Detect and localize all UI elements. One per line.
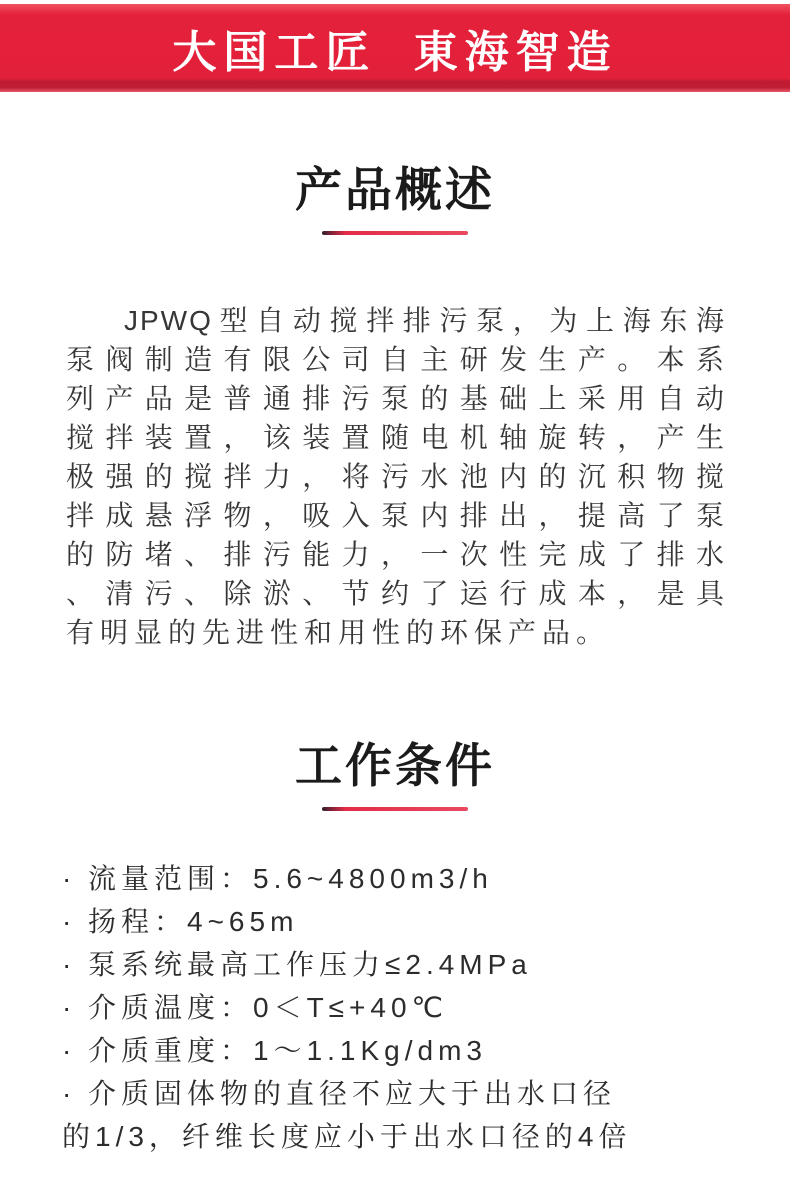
title-underline	[322, 807, 468, 811]
paragraph-line: 、清污、除淤、节约了运行成本，是具	[66, 578, 726, 609]
paragraph-line: 的防堵、排污能力，一次性完成了排水	[66, 539, 726, 570]
banner-title: 大国工匠 東海智造	[172, 28, 618, 77]
conditions-title: 工作条件	[295, 739, 495, 792]
overview-title: 产品概述	[295, 163, 495, 216]
paragraph-line: JPWQ型自动搅拌排污泵，为上海东海	[124, 305, 726, 336]
condition-text-continued: 的1/3，纤维长度应小于出水口径的4倍	[62, 1121, 632, 1152]
condition-item	[62, 857, 734, 900]
condition-item	[62, 986, 734, 1029]
condition-text: 介质重度：1～1.1Kg/dm3	[88, 1035, 487, 1066]
overview-paragraph	[66, 301, 726, 652]
paragraph-line: 极强的搅拌力，将污水池内的沉积物搅	[66, 461, 726, 492]
condition-text: 扬程：4~65m	[88, 906, 299, 937]
title-underline	[322, 231, 468, 235]
condition-text: 介质温度：0＜T≤+40℃	[88, 992, 448, 1023]
condition-text: 介质固体物的直径不应大于出水口径	[88, 1078, 617, 1109]
header-banner	[0, 4, 790, 92]
condition-text: 泵系统最高工作压力≤2.4MPa	[88, 949, 532, 980]
bullet-dot: ·	[62, 906, 77, 937]
condition-item	[62, 943, 734, 986]
bullet-dot: ·	[62, 1035, 77, 1066]
conditions-section-header	[0, 740, 790, 811]
bullet-dot: ·	[62, 949, 77, 980]
condition-text: 流量范围：5.6~4800m3/h	[88, 863, 493, 894]
condition-item	[62, 1029, 734, 1072]
paragraph-line: 搅拌装置，该装置随电机轴旋转，产生	[66, 422, 726, 453]
bullet-dot: ·	[62, 863, 77, 894]
paragraph-line: 泵阀制造有限公司自主研发生产。本系	[66, 344, 726, 375]
bullet-dot: ·	[62, 992, 77, 1023]
bullet-dot: ·	[62, 1078, 77, 1109]
condition-item	[62, 900, 734, 943]
paragraph-line: 拌成悬浮物，吸入泵内排出，提高了泵	[66, 500, 726, 531]
paragraph-line: 有明显的先进性和用性的环保产品。	[66, 617, 611, 648]
condition-item	[62, 1072, 734, 1158]
conditions-list	[62, 857, 734, 1158]
overview-section-header	[0, 164, 790, 235]
paragraph-line: 列产品是普通排污泵的基础上采用自动	[66, 383, 726, 414]
